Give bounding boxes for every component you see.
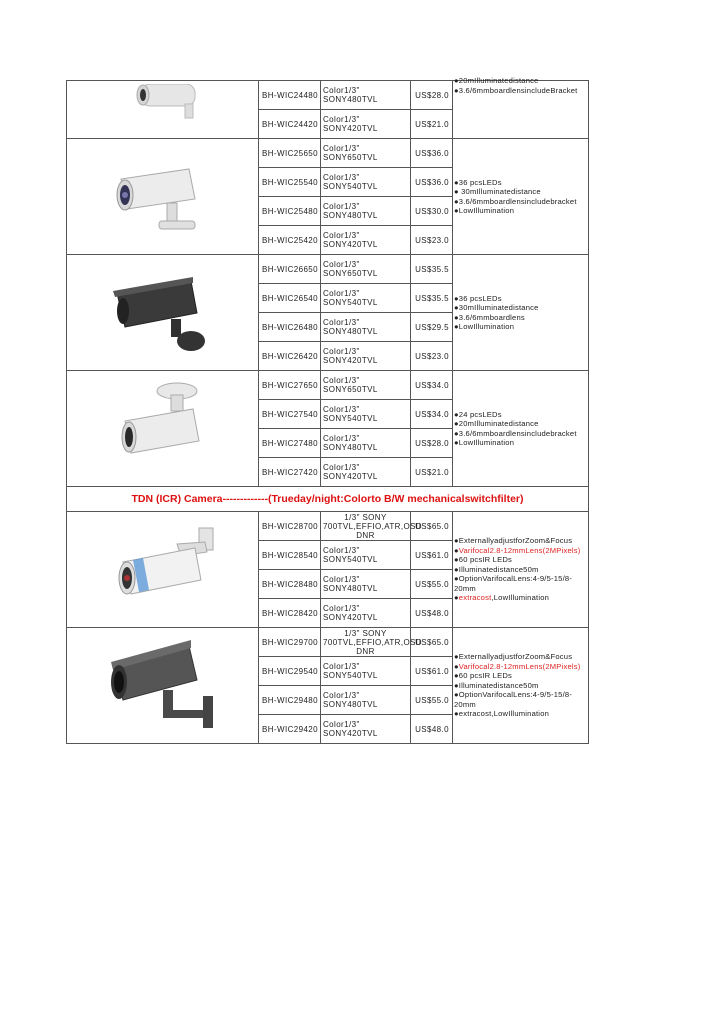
spec-cell: Color1/3" SONY480TVL (321, 81, 411, 110)
bullet: ● (454, 661, 459, 671)
spec-line: 1/3" SONY (344, 512, 387, 522)
model-cell: BH-WIC25650 (259, 139, 321, 168)
feature-line: ●3.6/6mmboardlens (454, 312, 525, 322)
price-cell: US$21.0 (411, 110, 453, 139)
camera-image-cell (67, 81, 259, 139)
model-cell: BH-WIC25540 (259, 168, 321, 197)
bullet-camera-white-image (103, 151, 223, 243)
spec-cell: Color1/3" SONY540TVL (321, 284, 411, 313)
model-cell: BH-WIC25480 (259, 197, 321, 226)
price-cell: US$21.0 (411, 458, 453, 487)
price-list-table (66, 76, 589, 744)
spec-cell: Color1/3" SONY480TVL (321, 570, 411, 599)
feature-line: ●ExternallyadjustforZoom&Focus (454, 652, 573, 662)
feature-line: ●OptionVarifocalLens:4-9/5-15/8-20mm (454, 690, 573, 709)
price-cell: US$65.0 (411, 512, 453, 541)
model-cell: BH-WIC26650 (259, 255, 321, 284)
price-cell: US$23.0 (411, 342, 453, 371)
model-cell: BH-WIC29540 (259, 657, 321, 686)
feature-line: ●20mIlluminatedistance (454, 76, 539, 85)
model-cell: BH-WIC27420 (259, 458, 321, 487)
feature-line: ●LowIllumination (454, 438, 515, 447)
model-cell: BH-WIC28540 (259, 541, 321, 570)
feature-line: ●LowIllumination (454, 206, 515, 215)
spec-cell: Color1/3" SONY540TVL (321, 541, 411, 570)
price-cell: US$28.0 (411, 81, 453, 110)
model-cell: BH-WIC26480 (259, 313, 321, 342)
bullet: ● (454, 545, 459, 555)
table-row (67, 255, 589, 284)
spec-cell: Color1/3" SONY650TVL (321, 255, 411, 284)
model-cell: BH-WIC28480 (259, 570, 321, 599)
bullet-camera-white-image (103, 84, 223, 136)
model-cell: BH-WIC27540 (259, 400, 321, 429)
feature-line: ●Illuminatedistance50m (454, 680, 539, 690)
price-cell: US$55.0 (411, 570, 453, 599)
spec-line: 700TVL,EFFIO,ATR,OSD (323, 637, 422, 647)
features-cell (453, 512, 589, 628)
spec-cell: Color1/3" SONY480TVL (321, 197, 411, 226)
model-cell: BH-WIC25420 (259, 226, 321, 255)
model-cell: BH-WIC27480 (259, 429, 321, 458)
spec-cell (321, 628, 422, 657)
price-cell: US$36.0 (411, 139, 453, 168)
price-cell: US$36.0 (411, 168, 453, 197)
spec-cell: Color1/3" SONY480TVL (321, 313, 411, 342)
tdn-section-banner: TDN (ICR) Camera-------------(Trueday/night:Colorto B/W mechanicalswitchfilter) (67, 487, 589, 512)
feature-line: ●ExternallyadjustforZoom&Focus (454, 536, 573, 546)
bullet-camera-black-image (103, 267, 223, 359)
model-cell: BH-WIC27650 (259, 371, 321, 400)
price-cell: US$48.0 (411, 715, 453, 744)
model-cell: BH-WIC24480 (259, 81, 321, 110)
price-cell: US$48.0 (411, 599, 453, 628)
ir-bullet-camera-white-image (103, 522, 223, 618)
price-cell: US$23.0 (411, 226, 453, 255)
spec-cell: Color1/3" SONY540TVL (321, 400, 411, 429)
table-row (67, 628, 589, 657)
feature-line: ●36 pcsLEDs (454, 177, 502, 187)
price-cell: US$34.0 (411, 400, 453, 429)
feature-line: ●LowIllumination (454, 322, 515, 331)
price-cell: US$61.0 (411, 541, 453, 570)
features-cell (453, 76, 589, 139)
feature-line: ● 30mIlluminatedistance (454, 187, 541, 196)
camera-image-cell (67, 139, 259, 255)
model-cell: BH-WIC28420 (259, 599, 321, 628)
camera-image-cell (67, 628, 259, 744)
camera-image-cell (67, 255, 259, 371)
feature-highlight: Varifocal2.8-12mmLens(2MPixels) (458, 661, 581, 671)
spec-line: 1/3" SONY (344, 628, 387, 638)
spec-cell: Color1/3" SONY650TVL (321, 371, 411, 400)
features-cell (453, 628, 589, 744)
model-cell: BH-WIC28700 (259, 512, 321, 541)
model-cell: BH-WIC29700 (259, 628, 321, 657)
spec-cell: Color1/3" SONY420TVL (321, 110, 411, 139)
price-cell: US$29.5 (411, 313, 453, 342)
price-cell: US$30.0 (411, 197, 453, 226)
price-cell: US$61.0 (411, 657, 453, 686)
spec-cell: Color1/3" SONY650TVL (321, 139, 411, 168)
features-cell (453, 371, 589, 487)
feature-line: ●3.6/6mmboardlensincludebracket (454, 196, 577, 206)
model-cell: BH-WIC29420 (259, 715, 321, 744)
feature-line: ●3.6/6mmboardlensincludebracket (454, 428, 577, 438)
feature-line: ●3.6/6mmboardlensincludeBracket (454, 85, 578, 95)
spec-line: 700TVL,EFFIO,ATR,OSD (323, 521, 422, 531)
table-row (67, 371, 589, 400)
model-cell: BH-WIC24420 (259, 110, 321, 139)
spec-line: DNR (356, 646, 375, 656)
spec-cell: Color1/3" SONY420TVL (321, 342, 411, 371)
feature-line: ●30mIlluminatedistance (454, 303, 539, 312)
feature-line: ●extracost,LowIllumination (454, 709, 550, 719)
spec-line: DNR (356, 530, 375, 540)
model-cell: BH-WIC26540 (259, 284, 321, 313)
feature-highlight: extracost (458, 593, 492, 603)
feature-line (454, 546, 586, 556)
price-cell: US$34.0 (411, 371, 453, 400)
price-cell: US$65.0 (411, 628, 453, 657)
features-cell (453, 139, 589, 255)
price-cell: US$35.5 (411, 255, 453, 284)
table-row (67, 139, 589, 168)
spec-cell: Color1/3" SONY420TVL (321, 226, 411, 255)
feature-line: ●Illuminatedistance50m (454, 564, 539, 574)
table-row (67, 512, 589, 541)
spec-cell: Color1/3" SONY420TVL (321, 715, 411, 744)
price-cell: US$35.5 (411, 284, 453, 313)
price-list-sheet (66, 76, 588, 744)
feature-line: ●36 pcsLEDs (454, 293, 502, 303)
feature-text: ,LowIllumination (491, 593, 550, 603)
table-row (67, 487, 589, 512)
dome-bracket-camera-image (103, 381, 223, 477)
spec-cell: Color1/3" SONY480TVL (321, 429, 411, 458)
model-cell: BH-WIC29480 (259, 686, 321, 715)
feature-line: ●OptionVarifocalLens:4-9/5-15/8-20mm (454, 574, 573, 593)
feature-line: ●20mIlluminatedistance (454, 419, 539, 428)
feature-highlight: Varifocal2.8-12mmLens(2MPixels) (458, 545, 581, 555)
price-cell: US$55.0 (411, 686, 453, 715)
spec-cell: Color1/3" SONY420TVL (321, 458, 411, 487)
feature-line (454, 593, 586, 603)
feature-line: ●60 pcsIR LEDs (454, 671, 513, 681)
spec-cell: Color1/3" SONY420TVL (321, 599, 411, 628)
feature-line: ●60 pcsIR LEDs (454, 555, 513, 565)
feature-line (454, 662, 586, 672)
spec-cell: Color1/3" SONY540TVL (321, 657, 411, 686)
bullet: ● (454, 593, 459, 603)
features-cell (453, 255, 589, 371)
ir-bullet-camera-black-image (103, 636, 223, 736)
table-row (67, 81, 589, 110)
price-cell: US$28.0 (411, 429, 453, 458)
spec-cell: Color1/3" SONY480TVL (321, 686, 411, 715)
camera-image-cell (67, 512, 259, 628)
spec-cell (321, 512, 422, 541)
feature-line: ●24 pcsLEDs (454, 409, 502, 419)
camera-image-cell (67, 371, 259, 487)
spec-cell: Color1/3" SONY540TVL (321, 168, 411, 197)
model-cell: BH-WIC26420 (259, 342, 321, 371)
